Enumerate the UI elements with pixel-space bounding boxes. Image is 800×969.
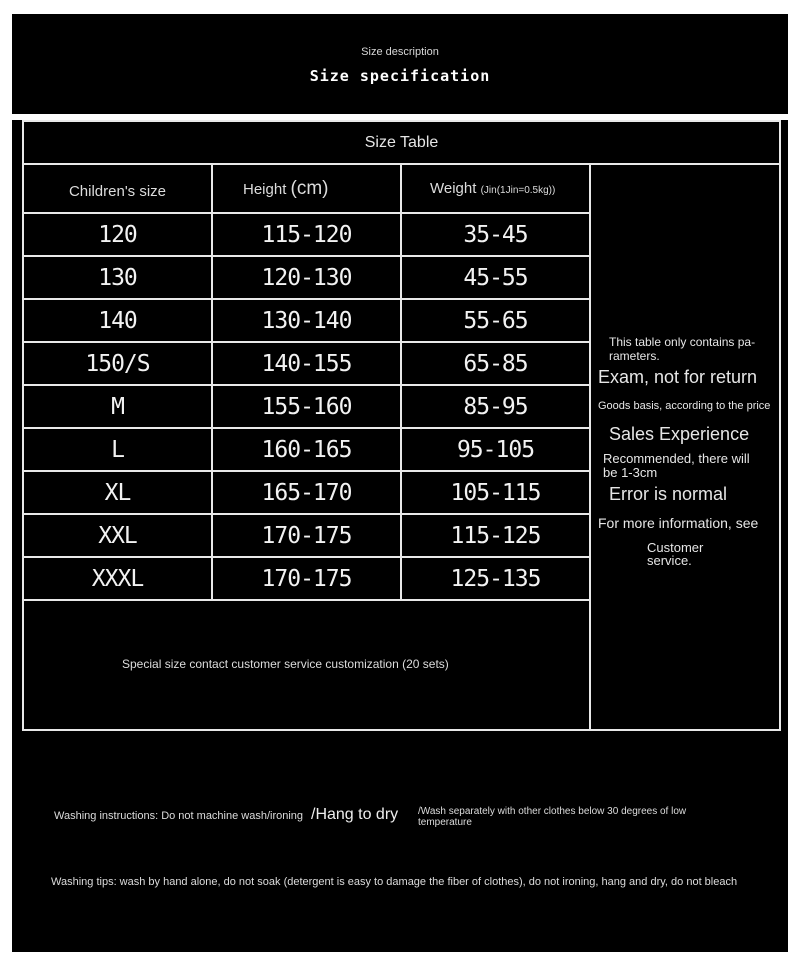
washing-tips: Washing tips: wash by hand alone, do not soak (detergent is easy to damage the fiber of clothes), do not ironing, hang and dry, do not bleach bbox=[51, 876, 738, 888]
header-title: Size specification bbox=[309, 67, 491, 85]
note-line: Error is normal bbox=[609, 484, 728, 504]
header-panel bbox=[12, 14, 788, 114]
weight-cell: 55-65 bbox=[401, 299, 590, 342]
size-table bbox=[22, 120, 781, 731]
note-line: Goods basis, according to the price bbox=[598, 400, 771, 412]
size-cell: 150/S bbox=[23, 342, 212, 385]
weight-cell: 115-125 bbox=[401, 514, 590, 557]
note-line: For more information, see bbox=[598, 515, 759, 531]
column-header-weight bbox=[401, 164, 590, 213]
height-cell: 130-140 bbox=[212, 299, 401, 342]
special-size-note: Special size contact customer service customization (20 sets) bbox=[122, 657, 449, 671]
header-subtitle: Size description bbox=[361, 46, 439, 58]
note-line: This table only contains pa- bbox=[609, 335, 756, 349]
height-cell: 115-120 bbox=[212, 213, 401, 256]
weight-cell: 125-135 bbox=[401, 557, 590, 600]
height-cell: 120-130 bbox=[212, 256, 401, 299]
note-line: be 1-3cm bbox=[603, 465, 658, 480]
weight-cell: 95-105 bbox=[401, 428, 590, 471]
height-cell: 170-175 bbox=[212, 557, 401, 600]
weight-unit: (Jin(1Jin=0.5kg)) bbox=[480, 185, 556, 196]
height-cell: 165-170 bbox=[212, 471, 401, 514]
height-unit: (cm) bbox=[290, 177, 329, 199]
note-line: service. bbox=[647, 553, 692, 568]
height-cell: 170-175 bbox=[212, 514, 401, 557]
size-cell: XXXL bbox=[23, 557, 212, 600]
height-cell: 155-160 bbox=[212, 385, 401, 428]
note-line: Customer bbox=[647, 540, 704, 555]
weight-cell: 65-85 bbox=[401, 342, 590, 385]
table-caption: Size Table bbox=[23, 121, 780, 164]
height-label: Height bbox=[243, 180, 287, 198]
size-cell: 140 bbox=[23, 299, 212, 342]
note-line: Sales Experience bbox=[609, 424, 750, 444]
column-header-size: Children's size bbox=[23, 164, 212, 213]
weight-cell: 45-55 bbox=[401, 256, 590, 299]
column-header-height bbox=[212, 164, 401, 213]
wash-separately-line2: temperature bbox=[418, 817, 472, 828]
wash-separately-line1: /Wash separately with other clothes below 30 degrees of low bbox=[418, 806, 687, 817]
note-line: Recommended, there will bbox=[603, 451, 750, 466]
notes-cell bbox=[590, 164, 780, 730]
weight-label: Weight bbox=[430, 180, 477, 197]
weight-cell: 35-45 bbox=[401, 213, 590, 256]
note-line: Exam, not for return bbox=[598, 367, 758, 387]
hang-to-dry: /Hang to dry bbox=[311, 806, 399, 823]
size-cell: XXL bbox=[23, 514, 212, 557]
special-size-cell bbox=[23, 600, 590, 730]
size-cell: XL bbox=[23, 471, 212, 514]
weight-cell: 85-95 bbox=[401, 385, 590, 428]
size-cell: 120 bbox=[23, 213, 212, 256]
height-cell: 160-165 bbox=[212, 428, 401, 471]
note-line: rameters. bbox=[609, 349, 660, 363]
notes-panel bbox=[591, 165, 777, 725]
size-cell: L bbox=[23, 428, 212, 471]
weight-cell: 105-115 bbox=[401, 471, 590, 514]
size-cell: 130 bbox=[23, 256, 212, 299]
washing-instructions: Washing instructions: Do not machine wash/ironing bbox=[54, 810, 304, 822]
height-cell: 140-155 bbox=[212, 342, 401, 385]
size-cell: M bbox=[23, 385, 212, 428]
